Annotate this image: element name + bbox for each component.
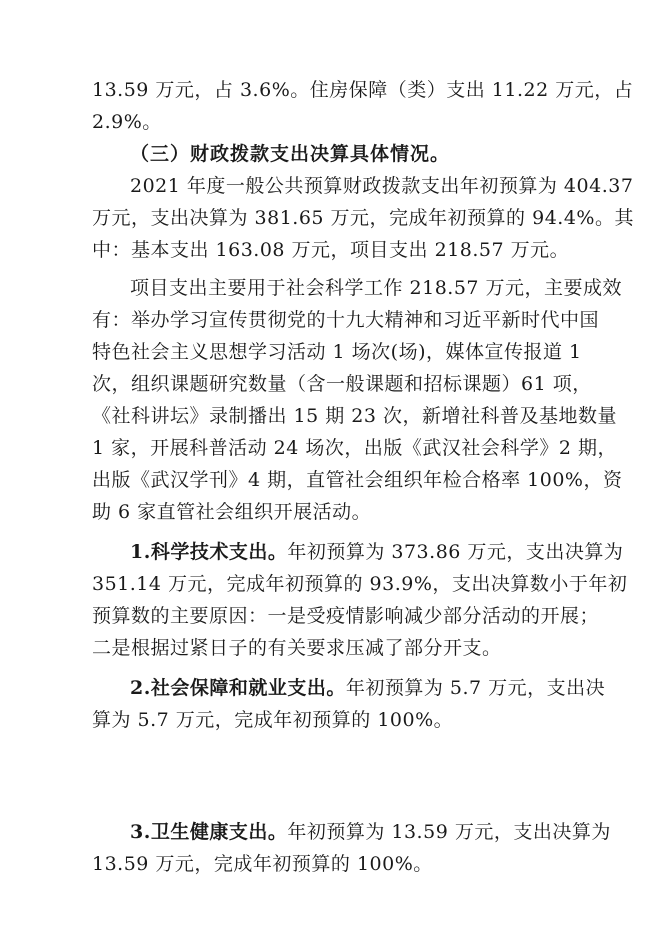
item-text: 年初预算为 373.86 万元，支出决算为 bbox=[287, 541, 624, 563]
text-line: 项目支出主要用于社会科学工作 218.57 万元，主要成效 bbox=[130, 277, 623, 299]
item-text: 年初预算为 5.7 万元，支出决 bbox=[345, 677, 606, 699]
item-heading: 1.科学技术支出。 bbox=[130, 541, 288, 563]
text-line: 2021 年度一般公共预算财政拨款支出年初预算为 404.37 bbox=[130, 175, 634, 197]
text-line: 13.59 万元，占 3.6%。住房保障（类）支出 11.22 万元，占 bbox=[92, 79, 634, 101]
text-line: 助 6 家直管社会组织开展活动。 bbox=[92, 501, 372, 523]
text-line bbox=[130, 676, 606, 700]
text-line: 出版《武汉学刊》4 期，直管社会组织年检合格率 100%，资 bbox=[92, 469, 623, 491]
text-line: 二是根据过紧日子的有关要求压减了部分开支。 bbox=[92, 637, 502, 659]
item-text: 年初预算为 13.59 万元，支出决算为 bbox=[287, 821, 611, 843]
text-line: 13.59 万元，完成年初预算的 100%。 bbox=[92, 853, 433, 875]
text-line: 1 家，开展科普活动 24 场次，出版《武汉社会科学》2 期， bbox=[92, 437, 618, 459]
text-line: 万元，支出决算为 381.65 万元，完成年初预算的 94.4%。其 bbox=[92, 207, 634, 229]
text-line: 《社科讲坛》录制播出 15 期 23 次，新增社科普及基地数量 bbox=[92, 405, 618, 427]
text-line: 中：基本支出 163.08 万元，项目支出 218.57 万元。 bbox=[92, 239, 570, 261]
text-line: 算为 5.7 万元，完成年初预算的 100%。 bbox=[92, 709, 454, 731]
text-line: 特色社会主义思想学习活动 1 场次(场)，媒体宣传报道 1 bbox=[92, 341, 582, 363]
text-line bbox=[130, 540, 624, 564]
text-line: 351.14 万元，完成年初预算的 93.9%，支出决算数小于年初 bbox=[92, 573, 628, 595]
text-line bbox=[130, 820, 611, 844]
text-line: 2.9%。 bbox=[92, 111, 162, 133]
item-heading: 3.卫生健康支出。 bbox=[130, 821, 288, 843]
text-line: 有：举办学习宣传贯彻党的十九大精神和习近平新时代中国 bbox=[92, 309, 600, 331]
section-heading: （三）财政拨款支出决算具体情况。 bbox=[130, 143, 451, 165]
item-heading: 2.社会保障和就业支出。 bbox=[130, 677, 346, 699]
text-line: 预算数的主要原因：一是受疫情影响减少部分活动的开展； bbox=[92, 605, 600, 627]
text-line: 次，组织课题研究数量（含一般课题和招标课题）61 项， bbox=[92, 373, 592, 395]
